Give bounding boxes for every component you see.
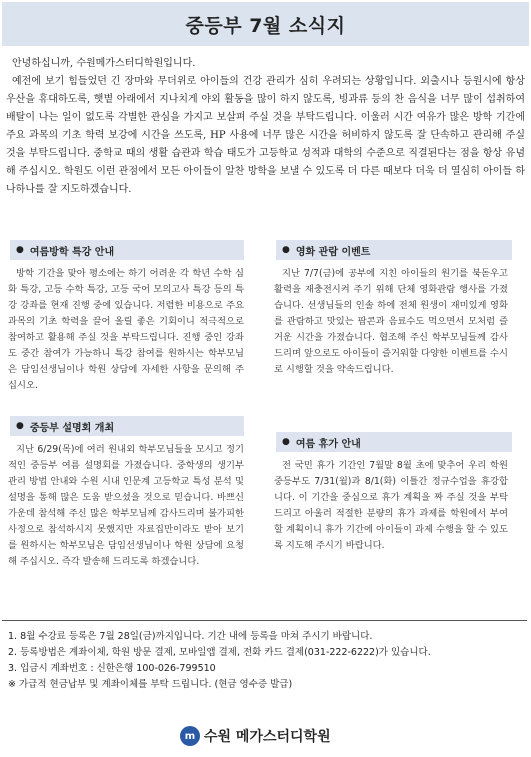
movie-event-title: 영화 관람 이벤트	[295, 246, 371, 258]
academy-logo	[180, 722, 360, 750]
summer-special-title: 여름방학 특강 안내	[29, 246, 115, 258]
logo-mark-icon: m	[180, 726, 200, 746]
note-item: 2. 등록방법은 계좌이체, 학원 방문 결제, 모바일앱 결제, 전화 카드 결제(031-222-6222)가 있습니다.	[8, 647, 431, 658]
summer-break-title: 여름 휴가 안내	[295, 438, 361, 450]
summer-break-text-block	[274, 458, 508, 554]
notes-box	[2, 620, 527, 717]
summer-special-title-box	[10, 240, 244, 260]
bullet-icon: ●	[16, 245, 24, 255]
note-item: 3. 입금시 계좌번호 : 신한은행 100-026-799510	[8, 663, 216, 674]
briefing-title: 중등부 설명회 개최	[29, 422, 115, 434]
intro-section	[6, 55, 525, 199]
summer-special-text: 방학 기간을 맞아 평소에는 하기 어려운 각 학년 수학 심화 특강, 고등 수학 특강, 고등 국어 모의고사 특강 등의 특강 강좌를 현재 진행 중에 있습니다. 저렴한 비용으로 주요 과목의 기초 학력을 끌어 올릴 좋은 기회이니 적극적으로 참여하고 활용해 주실 것을 부탁드립니다. 진행 중인 강좌도 중간 참여가 가능하니 특강 참여를 원하시는 학부모님은 담임선생님이나 학원 상담에 자세한 사항을 문의해 주십시오.	[8, 268, 244, 391]
briefing-text: 지난 6/29(목)에 여러 원내외 학부모님들을 모시고 정기적인 중등부 여름 설명회를 가졌습니다. 중학생의 생기부 관리 방법 안내와 수원 시내 인문계 고등학교 특성 분석 및 설명을 통해 많은 도움 받으셨을 것으로 믿습니다. 바쁘신 가운데 참석해 주신 많은 학부모님께 감사드리며 불가피한 사정으로 참석하시지 못했지만 자료집만이라도 받아 보기를 원하시는 학부모님은 담임선생님이나 학원 상담에 요청해 주십시오. 즉각 발송해 드리도록 하겠습니다.	[8, 444, 244, 567]
movie-event-text: 지난 7/7(금)에 공부에 지친 아이들의 원기를 북돋우고 활력을 재충전시켜 주기 위해 단체 영화관람 행사를 가졌습니다. 선생님들의 인솔 하에 전체 원생이 재미있게 영화를 관람하고 맛있는 팝콘과 음료수도 먹으면서 모처럼 즐거운 시간을 가졌습니다. 협조해 주신 학부모님들께 감사드리며 앞으로도 아이들이 즐거워할 다양한 이벤트를 수시로 시행할 것을 약속드립니다.	[274, 268, 508, 375]
movie-event-title-box	[276, 240, 512, 260]
note-item: ※ 가급적 현금납부 및 계좌이체를 부탁 드립니다. (현금 영수증 발급)	[8, 679, 293, 690]
greeting: 안녕하십니까, 수원메가스터디학원입니다.	[12, 58, 196, 69]
notes-list	[2, 629, 527, 693]
note-item: 1. 8월 수강료 등록은 7월 28일(금)까지입니다. 기간 내에 등록을 마쳐 주시기 바랍니다.	[8, 631, 373, 642]
bullet-icon: ●	[282, 245, 290, 255]
bullet-icon: ●	[16, 421, 24, 431]
logo-text: 수원 메가스터디학원	[204, 729, 331, 745]
briefing-text-block	[8, 442, 244, 570]
summer-break-title-box	[276, 432, 512, 452]
briefing-title-box	[10, 416, 244, 436]
movie-event-text-block	[274, 266, 508, 378]
title-band	[2, 2, 529, 46]
bullet-icon: ●	[282, 437, 290, 447]
summer-special-text-block	[8, 266, 244, 394]
page-title: 중등부 7월 소식지	[185, 14, 346, 37]
intro-body: 예전에 보기 힘들었던 긴 장마와 무더위로 아이들의 건강 관리가 심히 우려되는 상황입니다. 외출시나 등원시에 항상 우산을 휴대하도록, 햇볕 아래에서 지나치게 야외 활동을 많이 하지 않도록, 빙과류 등의 찬 음식을 너무 많이 섭취하여 배탈이 나는 일이 없도록 각별한 관심을 가지고 보살펴 주실 것을 부탁드립니다. 이울러 시간 여유가 많은 방학 기간에 주요 과목의 기초 학력 보강에 시간을 쓰도록, HP 사용에 너무 많은 시간을 허비하지 않도록 잘 단속하고 관리해 주실 것을 부탁드립니다. 중학교 때의 생활 습관과 학습 태도가 고등학교 성적과 대학의 수준으로 직결된다는 점을 항상 유념해 주십시오. 학원도 이런 관점에서 모든 아이들이 알찬 방학을 보낼 수 있도록 더 다른 때보다 더욱 더 열심히 아이들 하나하나를 잘 지도하겠습니다.	[6, 76, 525, 195]
summer-break-text: 전 국민 휴가 기간인 7월말 8월 초에 맞추어 우리 학원 중등부도 7/31(월)과 8/1(화) 이틀간 정규수업을 휴강합니다. 이 기간을 중심으로 휴가 계획을 짜 주실 것을 부탁드리고 아울러 적절한 분량의 휴가 과제를 학원에서 부여할 계획이니 휴가 기간에 아이들이 과제 수행을 할 수 있도록 지도해 주시기 바랍니다.	[274, 460, 508, 551]
